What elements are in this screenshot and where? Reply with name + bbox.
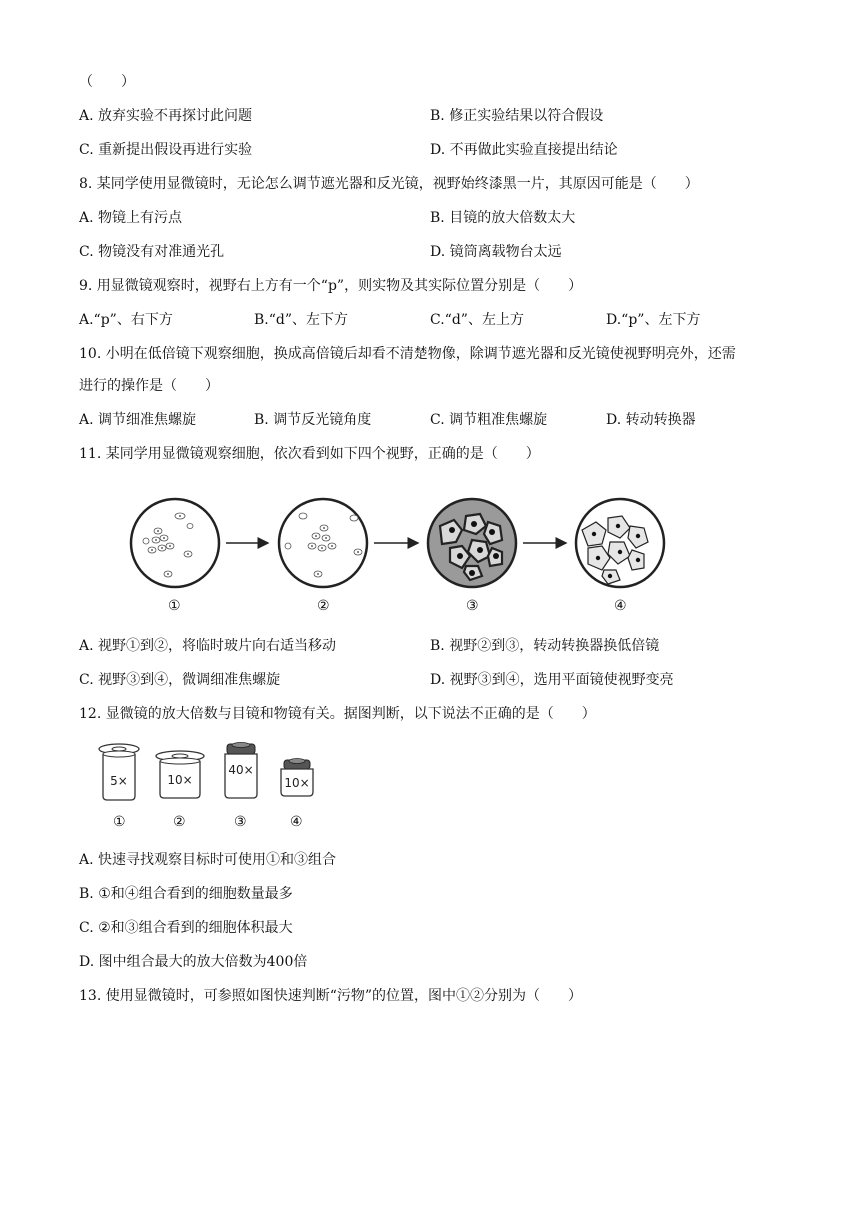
q8-option-a[interactable]: A. 物镜上有污点 [79, 210, 183, 226]
lens-label-1: ① [113, 814, 126, 830]
field-label-4: ④ [614, 598, 627, 614]
q8-option-c[interactable]: C. 物镜没有对准通光孔 [79, 244, 225, 260]
q10-option-a[interactable]: A. 调节细准焦螺旋 [79, 412, 197, 428]
q7-option-c[interactable]: C. 重新提出假设再进行实验 [79, 142, 253, 158]
q7-option-d[interactable]: D. 不再做此实验直接提出结论 [430, 142, 618, 158]
q11-option-b[interactable]: B. 视野②到③，转动转换器换低倍镜 [430, 638, 660, 654]
q12-option-b[interactable]: B. ①和④组合看到的细胞数量最多 [79, 886, 293, 902]
lens-label-2: ② [173, 814, 186, 830]
q12-figure [96, 742, 326, 812]
field-of-view-3 [428, 499, 516, 587]
q11-option-a[interactable]: A. 视野①到②，将临时玻片向右适当移动 [79, 638, 337, 654]
q9-stem: 9. 用显微镜观察时，视野右上方有一个“p”，则实物及其实际位置分别是（ ） [79, 278, 583, 294]
lens-mark-1: 5× [110, 774, 128, 788]
q7-bracket: （ ） [79, 74, 135, 90]
q7-option-b[interactable]: B. 修正实验结果以符合假设 [430, 108, 604, 124]
q7-option-a[interactable]: A. 放弃实验不再探讨此问题 [79, 108, 253, 124]
lens-mark-3: 40× [228, 763, 254, 777]
q11-option-d[interactable]: D. 视野③到④，选用平面镜使视野变亮 [430, 672, 674, 688]
lens-label-4: ④ [290, 814, 303, 830]
field-label-1: ① [168, 598, 181, 614]
q11-figure [128, 496, 688, 596]
q11-stem: 11. 某同学用显微镜观察细胞，依次看到如下四个视野，正确的是（ ） [79, 446, 540, 462]
lens-label-3: ③ [234, 814, 247, 830]
q10-option-c[interactable]: C. 调节粗准焦螺旋 [430, 412, 548, 428]
q12-option-c[interactable]: C. ②和③组合看到的细胞体积最大 [79, 920, 293, 936]
q9-option-d[interactable]: D.“p”、左下方 [606, 312, 701, 328]
field-of-view-4 [576, 499, 664, 587]
q8-stem: 8. 某同学使用显微镜时，无论怎么调节遮光器和反光镜，视野始终漆黑一片，其原因可能是（ ） [79, 176, 699, 192]
eyepiece-5x [99, 744, 139, 800]
q9-option-b[interactable]: B.“d”、左下方 [254, 312, 349, 328]
q12-stem: 12. 显微镜的放大倍数与目镜和物镜有关。据图判断，以下说法不正确的是（ ） [79, 706, 596, 722]
lens-mark-2: 10× [167, 773, 193, 787]
q10-stem-line2: 进行的操作是（ ） [79, 378, 219, 394]
field-of-view-1 [131, 499, 219, 587]
q13-stem: 13. 使用显微镜时，可参照如图快速判断“污物”的位置，图中①②分别为（ ） [79, 988, 583, 1004]
field-label-2: ② [317, 598, 330, 614]
field-label-3: ③ [466, 598, 479, 614]
q12-option-a[interactable]: A. 快速寻找观察目标时可使用①和③组合 [79, 852, 337, 868]
q8-option-b[interactable]: B. 目镜的放大倍数太大 [430, 210, 576, 226]
q10-stem-line1: 10. 小明在低倍镜下观察细胞，换成高倍镜后却看不清楚物像，除调节遮光器和反光镜使视野明亮外，还需 [79, 346, 736, 362]
q9-option-c[interactable]: C.“d”、左上方 [430, 312, 524, 328]
q11-option-c[interactable]: C. 视野③到④，微调细准焦螺旋 [79, 672, 281, 688]
lens-mark-4: 10× [284, 776, 310, 790]
q9-option-a[interactable]: A.“p”、右下方 [79, 312, 173, 328]
field-of-view-2 [279, 499, 367, 587]
q10-option-d[interactable]: D. 转动转换器 [606, 412, 696, 428]
q8-option-d[interactable]: D. 镜筒离载物台太远 [430, 244, 562, 260]
q12-option-d[interactable]: D. 图中组合最大的放大倍数为400倍 [79, 954, 308, 970]
q10-option-b[interactable]: B. 调节反光镜角度 [254, 412, 372, 428]
